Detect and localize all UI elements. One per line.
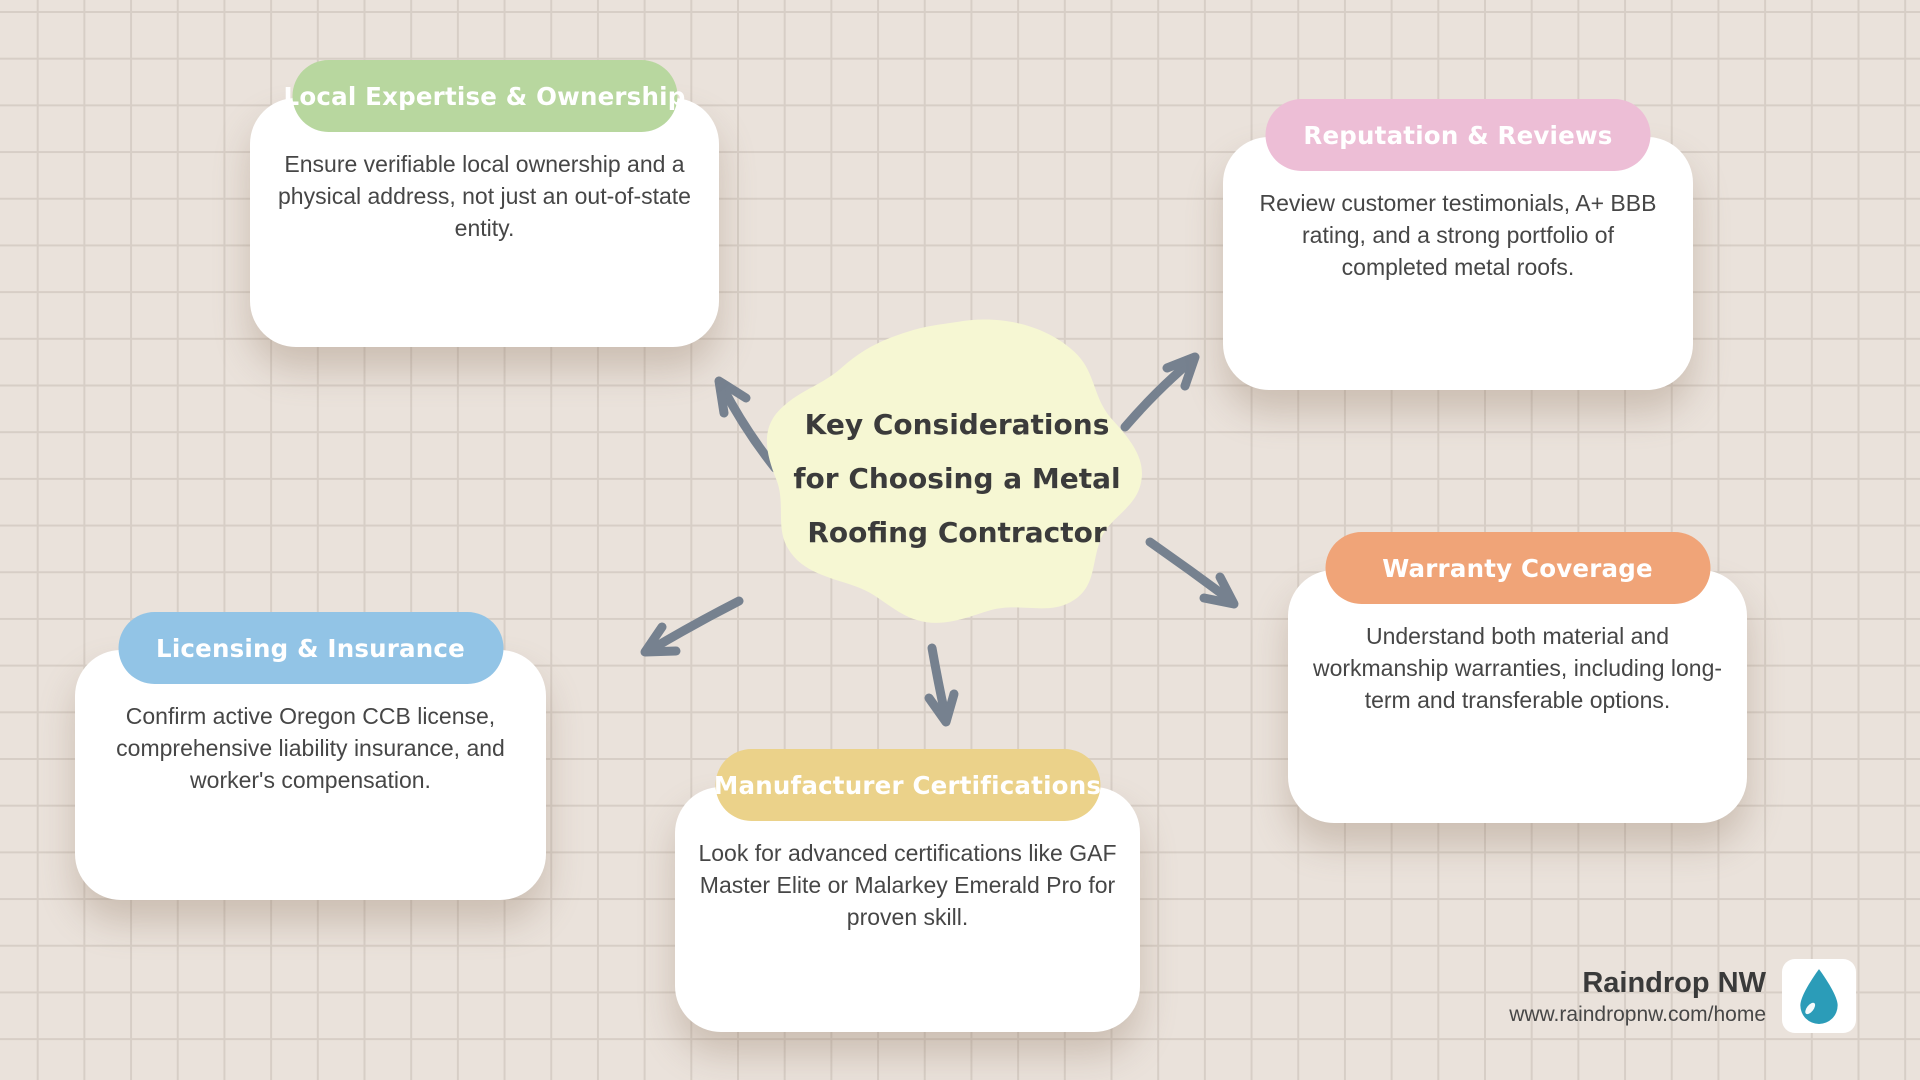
node-body-line: Look for advanced certifications like GAF <box>698 840 1117 866</box>
brand-footer <box>1509 959 1856 1033</box>
node-body-line: Review customer testimonials, A+ BBB <box>1259 190 1657 216</box>
node-header-licensing <box>118 612 503 684</box>
node-header-manufacturer <box>715 749 1100 821</box>
node-body-line: term and transferable options. <box>1364 687 1671 713</box>
node-body-line: Ensure verifiable local ownership and a <box>284 151 685 177</box>
node-body-line: entity. <box>454 215 515 241</box>
node-body-warranty <box>1288 620 1747 716</box>
central-topic-title-line: for Choosing a Metal <box>793 462 1121 495</box>
raindrop-icon <box>1796 967 1842 1025</box>
central-topic-title-line: Roofing Contractor <box>807 516 1107 549</box>
node-body-reputation <box>1223 187 1693 283</box>
arrow-to-manufacturer <box>929 648 954 722</box>
node-label: Manufacturer Certifications <box>713 770 1102 800</box>
central-topic <box>758 312 1156 640</box>
node-body-line: workmanship warranties, including long- <box>1312 655 1723 681</box>
arrow-to-warranty <box>1150 542 1234 604</box>
node-body-line: rating, and a strong portfolio of <box>1302 222 1614 248</box>
arrow-to-licensing <box>645 601 739 652</box>
node-card-warranty <box>1288 553 1747 823</box>
node-body-line: Confirm active Oregon CCB license, <box>125 703 496 729</box>
node-body-licensing <box>75 700 546 796</box>
brand-url: www.raindropnw.com/home <box>1509 1002 1766 1026</box>
node-label: Local Expertise & Ownership <box>283 81 686 111</box>
node-card-licensing <box>75 633 546 900</box>
node-body-manufacturer <box>675 837 1140 933</box>
node-label: Licensing & Insurance <box>156 633 465 663</box>
node-header-local-expertise <box>283 60 686 132</box>
node-header-reputation <box>1266 99 1651 171</box>
node-body-line: Understand both material and <box>1365 623 1670 649</box>
node-body-line: Master Elite or Malarkey Emerald Pro for <box>699 872 1116 898</box>
central-topic-title <box>758 312 1156 640</box>
node-body-line: comprehensive liability insurance, and <box>116 735 505 761</box>
node-card-reputation <box>1223 120 1693 390</box>
node-body-line: worker's compensation. <box>190 767 431 793</box>
node-card-local-expertise <box>250 81 719 347</box>
node-label: Reputation & Reviews <box>1303 120 1613 150</box>
central-topic-title-line: Key Considerations <box>804 408 1110 441</box>
node-card-manufacturer <box>675 770 1140 1032</box>
node-body-line: completed metal roofs. <box>1341 254 1575 280</box>
node-header-warranty <box>1325 532 1710 604</box>
node-label: Warranty Coverage <box>1382 553 1653 583</box>
node-body-line: physical address, not just an out-of-state <box>278 183 691 209</box>
brand-logo <box>1782 959 1856 1033</box>
brand-name: Raindrop NW <box>1582 966 1766 999</box>
node-body-local-expertise <box>250 148 719 244</box>
node-body-line: proven skill. <box>846 904 969 930</box>
